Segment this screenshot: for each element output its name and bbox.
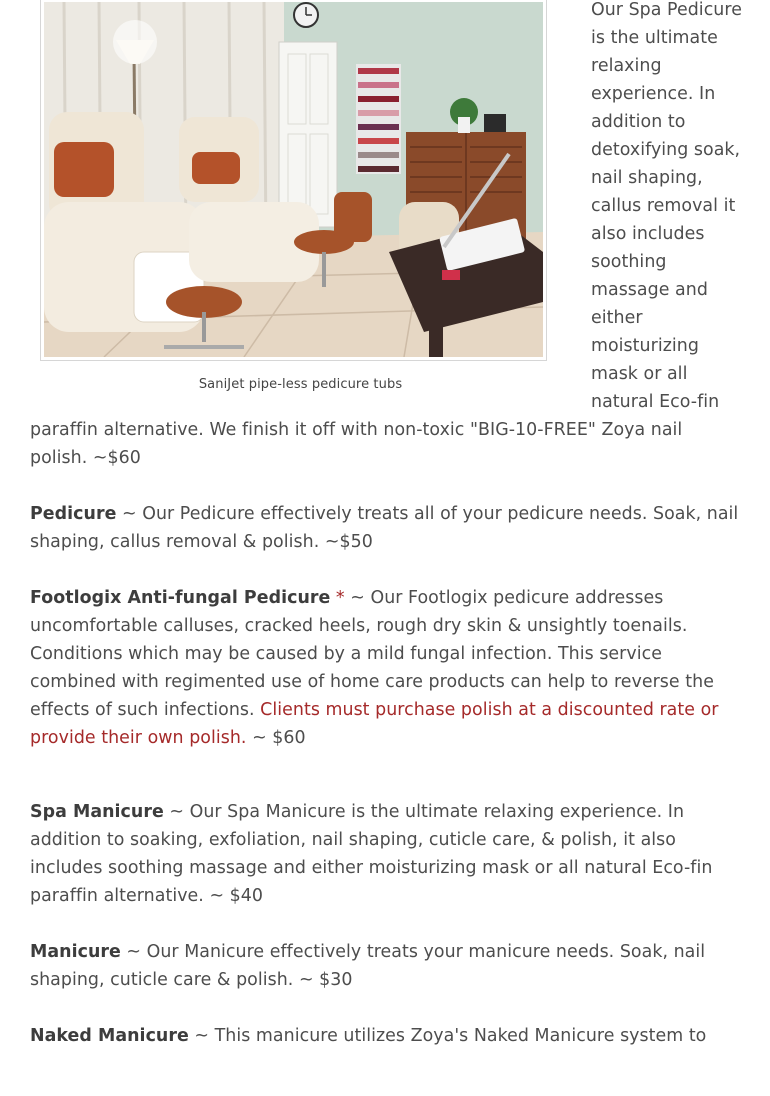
service-description: ~ Our Footlogix pedicure addresses uncomfortable calluses, cracked heels, rough dry skin & unsightly toenails. Conditions which may be caused by a mild fungal infection. This service combined with regimented use of home care products can help to reverse the effects of such infections. xyxy=(30,588,714,720)
pedicure-room-photo xyxy=(40,0,547,361)
service-description: ~ Our Pedicure effectively treats all of your pedicure needs. Soak, nail shaping, callus removal & polish. ~$50 xyxy=(30,504,739,552)
polish-note: Clients must purchase polish at a discounted rate or provide their own polish. xyxy=(30,700,719,748)
service-pedicure xyxy=(30,500,742,556)
service-title: Footlogix Anti-fungal Pedicure xyxy=(30,588,331,608)
service-title: Pedicure xyxy=(30,504,117,524)
photo-figure xyxy=(40,0,561,392)
asterisk-marker: * xyxy=(330,588,345,608)
service-naked-manicure xyxy=(30,1022,742,1050)
photo-caption: SaniJet pipe-less pedicure tubs xyxy=(198,377,403,392)
service-manicure xyxy=(30,938,742,994)
service-description: ~ Our Spa Manicure is the ultimate relaxing experience. In addition to soaking, exfoliation, nail shaping, cuticle care, & polish, it also includes soothing massage and either moisturizing mask or all natural Eco-fin paraffin alternative. ~ $40 xyxy=(30,802,713,906)
service-description: ~ This manicure utilizes Zoya's Naked Manicure system to xyxy=(188,1026,707,1046)
page-content xyxy=(30,0,742,1078)
service-description: Our Spa Pedicure is the ultimate relaxing experience. In addition to detoxifying soak, nail shaping, callus removal it also includes soothing massage and either moisturizing mask or all natural Eco-fin paraffin alternative. We finish it off with non-toxic "BIG-10-FREE" Zoya nail polish. ~$60 xyxy=(30,0,742,468)
service-price: ~ $60 xyxy=(246,728,306,748)
service-spa-manicure xyxy=(30,798,742,910)
service-title: Manicure xyxy=(30,942,121,962)
service-title: Spa Manicure xyxy=(30,802,164,822)
service-title: Naked Manicure xyxy=(30,1026,189,1046)
service-footlogix-pedicure xyxy=(30,584,742,752)
spacer xyxy=(30,780,742,798)
service-description: ~ Our Manicure effectively treats your manicure needs. Soak, nail shaping, cuticle care & polish. ~ $30 xyxy=(30,942,706,990)
